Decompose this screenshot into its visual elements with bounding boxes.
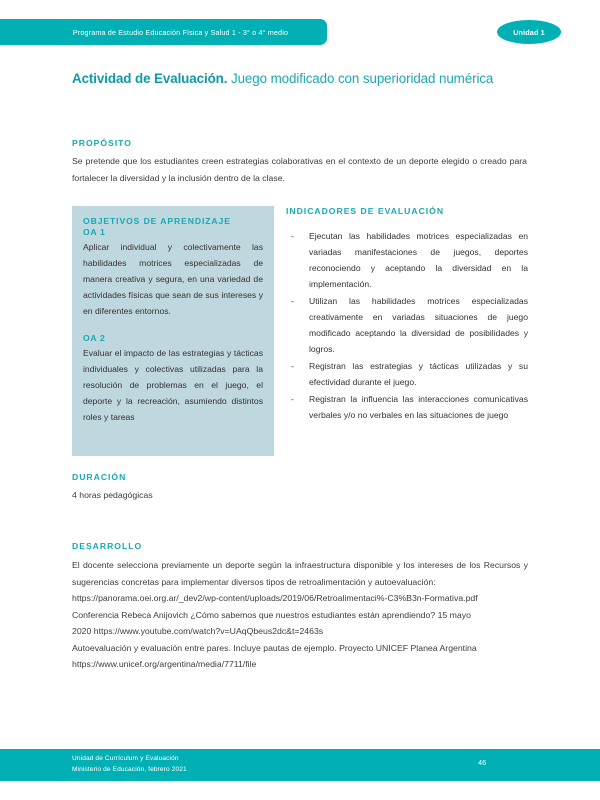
desarrollo-paragraph: El docente selecciona previamente un deporte según la infraestructura disponible y los intereses de los Recursos y sugerencias concretas para implementar diversos tipos de retroalimentación y autoevaluación: <box>72 560 528 587</box>
oa-label-1: OA 1 <box>83 227 106 237</box>
unit-badge-label: Unidad 1 <box>513 27 545 37</box>
unit-badge <box>497 20 561 44</box>
section-heading-objetivos: OBJETIVOS DE APRENDIZAJE <box>83 216 231 226</box>
list-item-text: Utilizan las habilidades motrices especializadas creativamente en variadas situaciones de juego modificado aceptando la diversidad de posibilidades y logros. <box>309 296 528 354</box>
list-item <box>286 391 528 423</box>
page-title-bold: Actividad de Evaluación. <box>72 71 228 86</box>
list-item-text: Registran las estrategias y tácticas utilizadas y su efectividad durante el juego. <box>309 361 528 387</box>
objetivos-panel <box>72 206 274 456</box>
duracion-text: 4 horas pedagógicas <box>72 490 153 500</box>
oa-text-2: Evaluar el impacto de las estrategias y tácticas individuales y colectivas utilizadas para la resolución de problemas en el juego, el deporte y la recreación, asumiendo distintos roles y tareas <box>83 348 263 422</box>
list-item <box>286 228 528 292</box>
list-item <box>286 293 528 357</box>
list-item-text: Registran la influencia las interacciones comunicativas verbales y/o no verbales en las situaciones de juego <box>309 394 528 420</box>
program-banner-label: Programa de Estudio Educación Física y Salud 1 - 3° o 4° medio <box>72 27 289 37</box>
proposito-text: Se pretende que los estudiantes creen estrategias colaborativas en el contexto de un deporte elegido o creado para fortalecer la diversidad y la inclusión dentro de la clase. <box>72 156 527 183</box>
oa-text-1: Aplicar individual y colectivamente las habilidades motrices especializadas de manera creativa y segura, en una variedad de actividades físicas que sean de sus intereses y en diferentes entornos. <box>83 242 263 316</box>
footer-line-1: Unidad de Currículum y Evaluación <box>72 755 179 762</box>
footer-credits <box>72 754 187 775</box>
bullet-dash-icon: - <box>291 296 294 306</box>
page-title-light: Juego modificado con superioridad numérica <box>227 71 494 86</box>
desarrollo-link-unicef[interactable]: https://www.unicef.org/argentina/media/7711/file <box>72 659 257 669</box>
desarrollo-conferencia-text: Conferencia Rebeca Anijovich ¿Cómo sabemos que nuestros estudiantes están aprendiendo? 15 mayo <box>72 609 471 620</box>
indicadores-panel <box>286 206 528 424</box>
footer-line-2: Ministerio de Educación, febrero 2021 <box>72 765 187 773</box>
page-title <box>72 69 524 89</box>
desarrollo-link-youtube[interactable]: 2020 https://www.youtube.com/watch?v=UAqQbeus2dc&t=2463s <box>72 626 324 636</box>
oa-label-2: OA 2 <box>83 333 106 343</box>
indicadores-list <box>286 228 528 423</box>
bullet-dash-icon: - <box>291 361 294 371</box>
section-heading-indicadores: INDICADORES DE EVALUACIÓN <box>286 206 445 216</box>
section-heading-desarrollo: DESARROLLO <box>72 541 143 551</box>
section-heading-proposito: PROPÓSITO <box>72 138 132 148</box>
list-item <box>286 358 528 390</box>
list-item-text: Ejecutan las habilidades motrices especializadas en variadas manifestaciones de juegos, deportes reconociendo y aceptando la diversidad en la implementación. <box>309 231 528 289</box>
section-heading-duracion: DURACIÓN <box>72 472 127 482</box>
bullet-dash-icon: - <box>291 394 294 404</box>
bullet-dash-icon: - <box>291 231 294 241</box>
section-desarrollo <box>72 541 528 673</box>
page-number: 46 <box>478 758 487 767</box>
desarrollo-link-retroalimentacion[interactable]: https://panorama.oei.org.ar/_dev2/wp-content/uploads/2019/06/Retroalimentaci%-C3%B3n-Formativa.pdf <box>72 593 478 603</box>
section-proposito <box>72 138 527 186</box>
program-banner <box>0 19 327 45</box>
section-duracion <box>72 472 372 504</box>
desarrollo-unicef-text: Autoevaluación y evaluación entre pares. Incluye pautas de ejemplo. Proyecto UNICEF Planea Argentina <box>72 642 477 653</box>
